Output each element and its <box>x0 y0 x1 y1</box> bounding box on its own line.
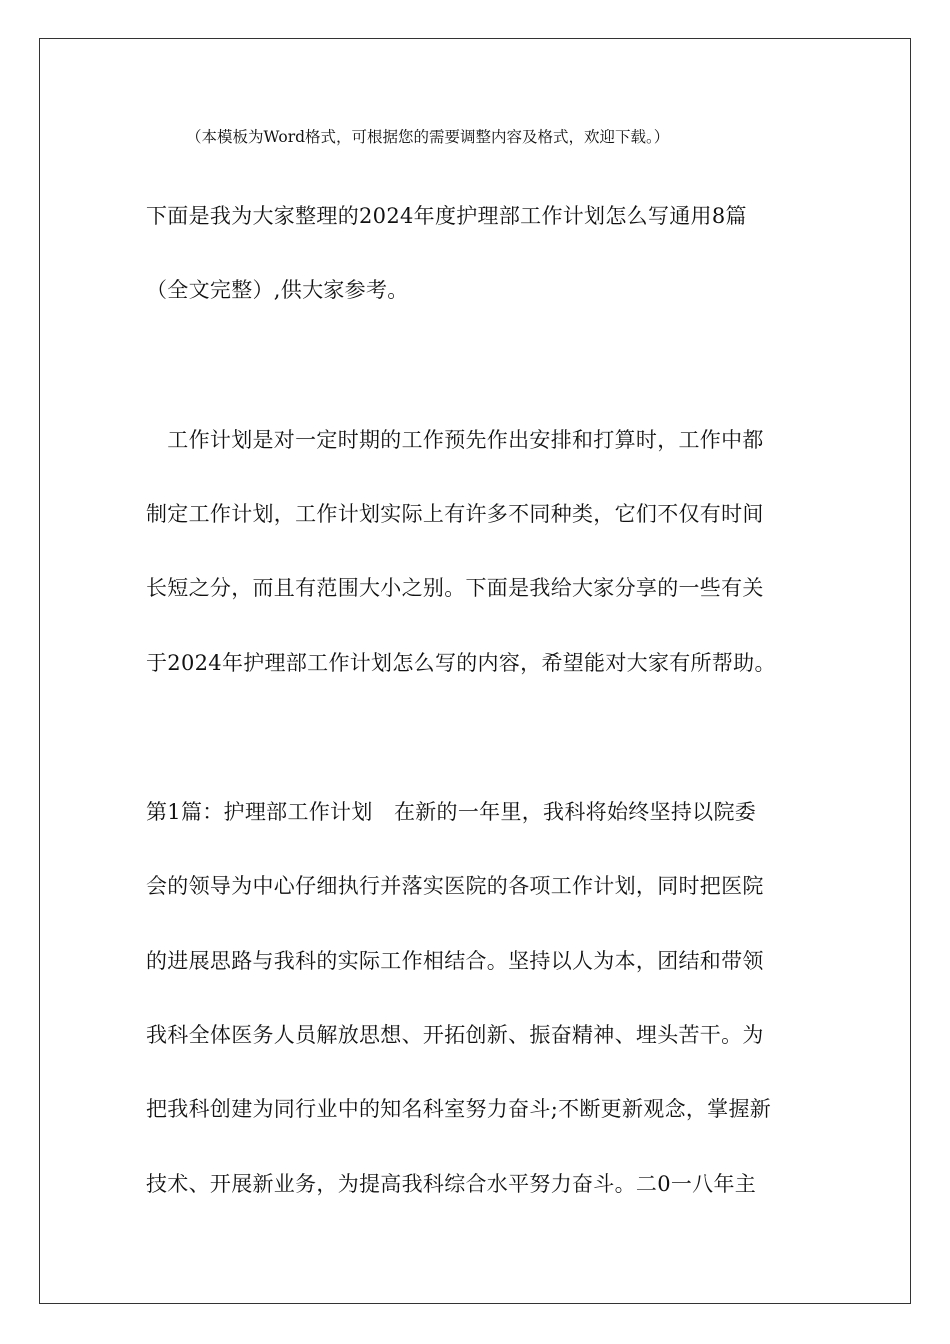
paragraph-2-line-4: 我科全体医务人员解放思想、开拓创新、振奋精神、埋头苦干。为 <box>146 1023 764 1047</box>
paragraph-2-line-1: 第1篇：护理部工作计划 在新的一年里，我科将始终坚持以院委 <box>146 800 757 824</box>
paragraph-2-line-3: 的进展思路与我科的实际工作相结合。坚持以人为本，团结和带领 <box>146 949 764 973</box>
paragraph-1-line-3: 长短之分，而且有范围大小之别。下面是我给大家分享的一些有关 <box>146 576 764 600</box>
template-notice: （本模板为Word格式，可根据您的需要调整内容及格式，欢迎下载。） <box>186 128 670 146</box>
intro-line-1: 下面是我为大家整理的2024年度护理部工作计划怎么写通用8篇 <box>146 204 747 228</box>
paragraph-1-line-4: 于2024年护理部工作计划怎么写的内容，希望能对大家有所帮助。 <box>146 651 776 675</box>
paragraph-1-line-2: 制定工作计划，工作计划实际上有许多不同种类，它们不仅有时间 <box>146 502 764 526</box>
intro-line-2: （全文完整）,供大家参考。 <box>146 278 409 302</box>
paragraph-2-line-5: 把我科创建为同行业中的知名科室努力奋斗;不断更新观念，掌握新 <box>146 1097 772 1121</box>
paragraph-2-line-2: 会的领导为中心仔细执行并落实医院的各项工作计划，同时把医院 <box>146 874 764 898</box>
paragraph-1-line-1: 工作计划是对一定时期的工作预先作出安排和打算时，工作中都 <box>146 428 764 452</box>
paragraph-2-line-6: 技术、开展新业务，为提高我科综合水平努力奋斗。二0一八年主 <box>146 1172 757 1196</box>
